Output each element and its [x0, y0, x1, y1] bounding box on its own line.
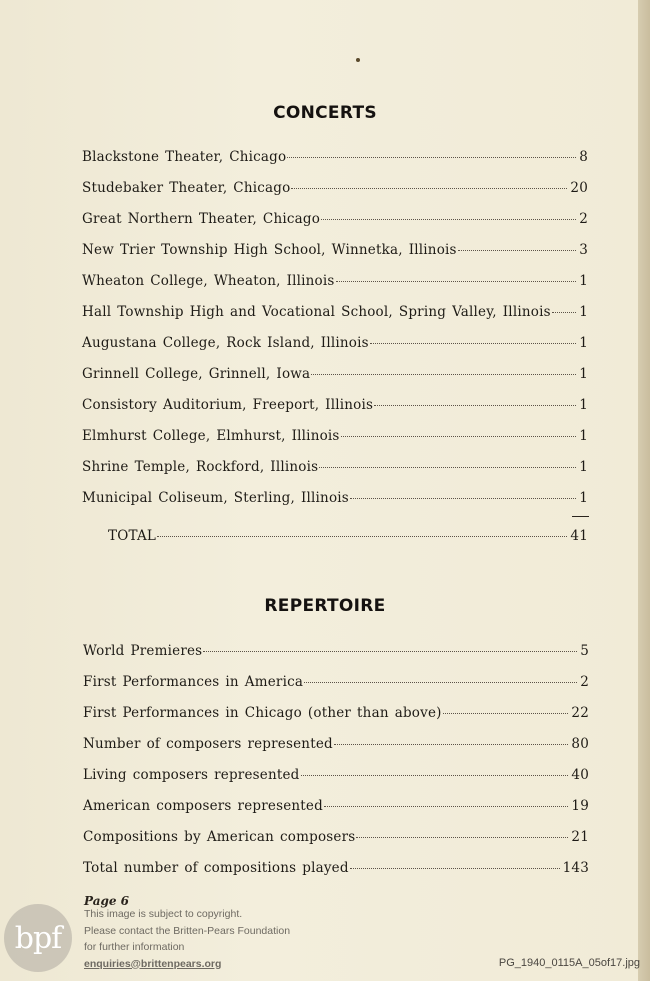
dot-leader	[304, 682, 577, 683]
dot-leader	[350, 868, 560, 869]
dot-leader	[324, 806, 568, 807]
venue-name: Consistory Auditorium, Freeport, Illinois	[82, 397, 374, 413]
dot-leader	[157, 536, 567, 537]
venue-name: Great Northern Theater, Chicago	[82, 211, 321, 227]
repertoire-label: American composers represented	[83, 798, 323, 814]
concert-count: 1	[579, 366, 588, 382]
concert-row	[82, 397, 588, 413]
file-id: PG_1940_0115A_05of17.jpg	[498, 957, 640, 969]
dot-leader	[311, 374, 576, 375]
dot-leader	[291, 188, 567, 189]
repertoire-row	[83, 705, 589, 721]
concerts-heading: CONCERTS	[273, 103, 377, 123]
repertoire-value: 5	[580, 643, 589, 659]
total-label: TOTAL	[108, 528, 157, 544]
concert-count: 1	[579, 490, 588, 506]
repertoire-label: Compositions by American composers	[83, 829, 356, 845]
repertoire-label: First Performances in Chicago (other than above)	[83, 705, 442, 721]
concert-count: 3	[579, 242, 588, 258]
concert-row	[82, 459, 588, 475]
venue-name: Hall Township High and Vocational School, Spring Valley, Illinois	[82, 304, 551, 320]
repertoire-label: Number of composers represented	[83, 736, 333, 752]
concert-row	[82, 242, 588, 258]
email-link[interactable]: enquiries@brittenpears.org	[84, 957, 222, 970]
dot-leader	[374, 405, 576, 406]
info-line: for further information	[84, 941, 185, 953]
contact-line: Please contact the Britten-Pears Foundation	[84, 924, 291, 937]
repertoire-value: 21	[571, 829, 589, 845]
repertoire-value: 80	[571, 736, 589, 752]
repertoire-label: Total number of compositions played	[83, 860, 349, 876]
concert-row	[82, 304, 588, 320]
repertoire-row	[83, 829, 589, 845]
concert-count: 2	[579, 211, 588, 227]
repertoire-value: 2	[580, 674, 589, 690]
dot-leader	[350, 498, 576, 499]
page-number: Page 6	[84, 894, 130, 908]
dot-leader	[321, 219, 576, 220]
venue-name: Wheaton College, Wheaton, Illinois	[82, 273, 335, 289]
repertoire-heading: REPERTOIRE	[264, 596, 386, 616]
dot-leader	[370, 343, 576, 344]
concert-count: 1	[579, 428, 588, 444]
repertoire-value: 22	[571, 705, 589, 721]
repertoire-row	[83, 736, 589, 752]
total-rule	[572, 516, 589, 517]
dot-leader	[336, 281, 577, 282]
dot-leader	[458, 250, 577, 251]
dot-leader	[319, 467, 576, 468]
venue-name: Municipal Coliseum, Sterling, Illinois	[82, 490, 349, 506]
dot-leader	[334, 744, 569, 745]
repertoire-label: First Performances in America	[83, 674, 304, 690]
copyright-notice	[84, 906, 290, 972]
repertoire-value: 40	[571, 767, 589, 783]
total-value: 41	[570, 528, 588, 544]
concert-row	[82, 366, 588, 382]
repertoire-label: World Premieres	[83, 643, 203, 659]
venue-name: Blackstone Theater, Chicago	[82, 149, 287, 165]
concert-count: 8	[579, 149, 588, 165]
repertoire-row	[83, 860, 589, 876]
concert-count: 1	[579, 273, 588, 289]
repertoire-row	[83, 798, 589, 814]
concert-total-row	[108, 528, 588, 544]
repertoire-row	[83, 643, 589, 659]
dot-leader	[356, 837, 568, 838]
venue-name: Shrine Temple, Rockford, Illinois	[82, 459, 319, 475]
page-edge	[638, 0, 650, 981]
dot-leader	[552, 312, 576, 313]
concert-row	[82, 149, 588, 165]
copyright-line: This image is subject to copyright.	[84, 908, 243, 920]
concert-row	[82, 180, 588, 196]
repertoire-value: 143	[562, 860, 589, 876]
concert-row	[82, 428, 588, 444]
venue-name: New Trier Township High School, Winnetka, Illinois	[82, 242, 457, 258]
concert-count: 1	[579, 459, 588, 475]
concert-row	[82, 490, 588, 506]
venue-name: Elmhurst College, Elmhurst, Illinois	[82, 428, 340, 444]
repertoire-value: 19	[571, 798, 589, 814]
concert-row	[82, 211, 588, 227]
concert-count: 1	[579, 304, 588, 320]
concert-row	[82, 335, 588, 351]
dot-leader	[301, 775, 569, 776]
venue-name: Augustana College, Rock Island, Illinois	[82, 335, 369, 351]
dot-leader	[287, 157, 576, 158]
repertoire-row	[83, 674, 589, 690]
repertoire-row	[83, 767, 589, 783]
dot-leader	[341, 436, 577, 437]
venue-name: Studebaker Theater, Chicago	[82, 180, 291, 196]
dot-leader	[443, 713, 569, 714]
dot-leader	[203, 651, 577, 652]
bpf-logo: bpf	[4, 904, 72, 972]
repertoire-label: Living composers represented	[83, 767, 300, 783]
concert-count: 1	[579, 335, 588, 351]
venue-name: Grinnell College, Grinnell, Iowa	[82, 366, 311, 382]
concert-row	[82, 273, 588, 289]
concert-count: 20	[570, 180, 588, 196]
ink-dot	[356, 58, 360, 62]
concert-count: 1	[579, 397, 588, 413]
